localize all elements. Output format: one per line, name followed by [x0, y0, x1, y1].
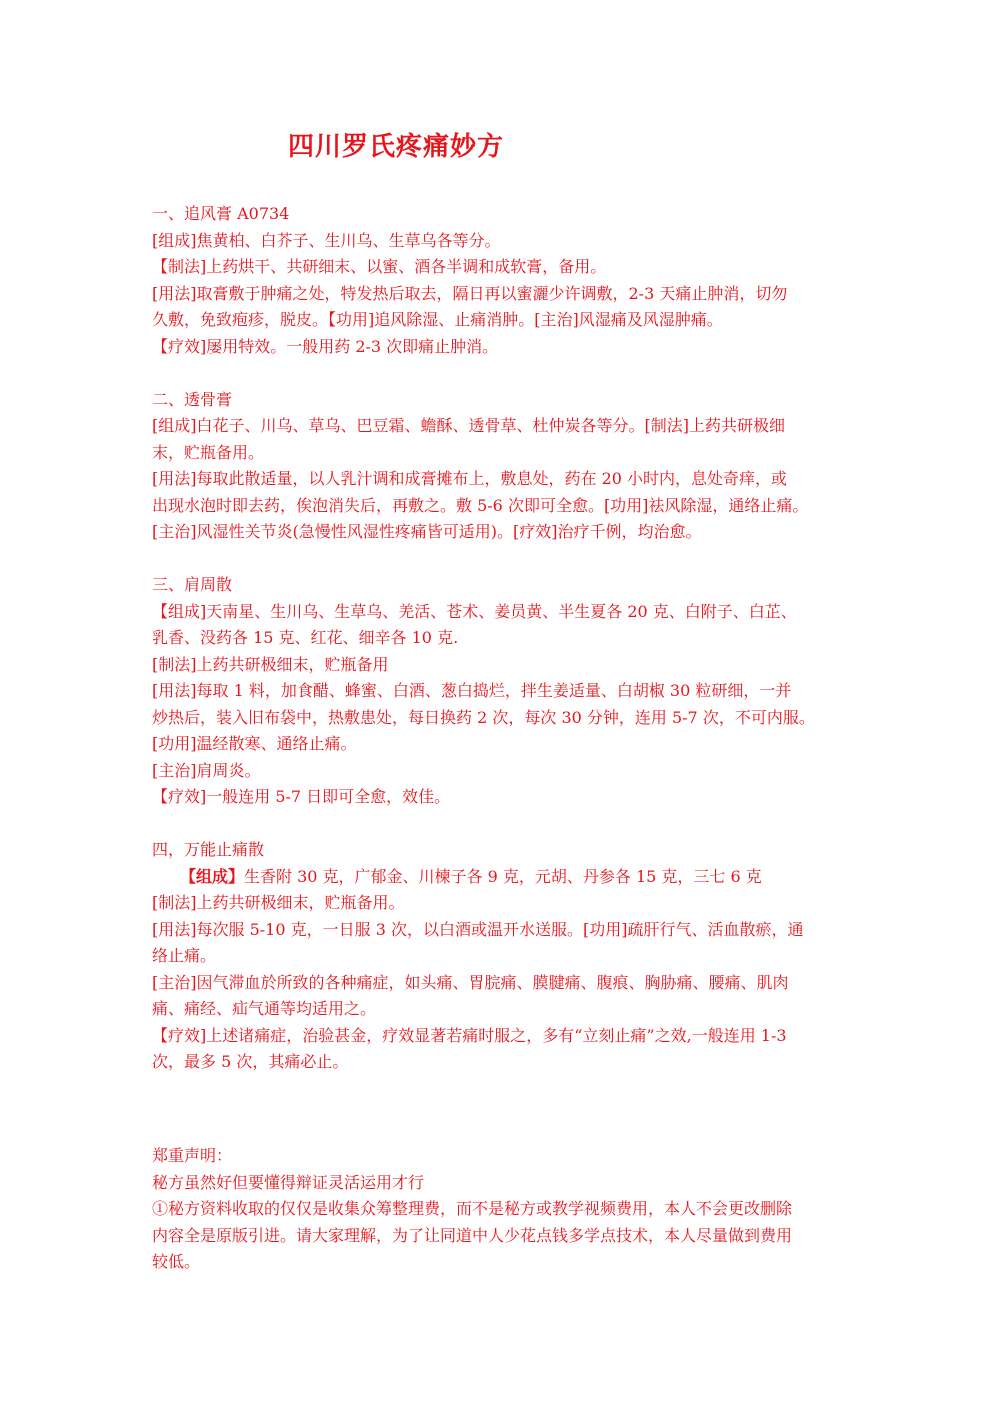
section-zhuifeng-gao [152, 201, 852, 360]
disclaimer [152, 1143, 852, 1276]
section-line: [用法]每取 1 料，加食醋、蜂蜜、白酒、葱白捣烂，拌生姜适量、白胡椒 30 粒研细，一并 [152, 681, 792, 700]
section-heading: 二、透骨膏 [152, 389, 233, 409]
section-line: [用法]取膏敷于肿痛之处，特发热后取去，隔日再以蜜灑少许调敷，2-3 天痛止肿消，切勿 [152, 283, 788, 303]
disclaimer-line: 郑重声明： [152, 1146, 233, 1165]
section-line: 痛、痛经、疝气通等均适用之。 [152, 999, 377, 1018]
section-spacer [152, 811, 852, 838]
section-spacer [152, 360, 852, 387]
page-title: 四川罗氏疼痛妙方 [288, 132, 505, 162]
disclaimer-line: 内容全是原版引进。请大家理解，为了让同道中人少花点钱多学点技术，本人尽量做到费用 [152, 1225, 793, 1245]
section-lead-line [152, 864, 852, 891]
section-heading: 三、肩周散 [152, 575, 233, 594]
section-line: 【制法]上药烘干、共研细末、以蜜、酒各半调和成软膏，备用。 [152, 257, 607, 276]
section-line: [组成]焦黄柏、白芥子、生川乌、生草乌各等分。 [152, 230, 501, 250]
section-line: [制法]上药共研极细末，贮瓶备用 [152, 654, 389, 674]
section-heading: 四，万能止痛散 [152, 840, 265, 859]
section-line: [用法]每次服 5-10 克，一日服 3 次，以白酒或温开水送服。[功用]疏肝行气、活血散瘀，通 [152, 919, 804, 939]
section-line: 络止痛。 [152, 946, 217, 965]
section-line: 末，贮瓶备用。 [152, 442, 265, 462]
section-line: [功用]温经散寒、通络止痛。 [152, 734, 357, 753]
section-spacer [152, 546, 852, 573]
section-line: [制法]上药共研极细末，贮瓶备用。 [152, 893, 405, 912]
section-line: 久敷，免致疱疹，脱皮。【功用]追风除湿、止痛消肿。[主治]风湿痛及风湿肿痛。 [152, 310, 723, 329]
lead-text: 生香附 30 克，广郁金、川楝子各 9 克，元胡、丹参各 15 克，三七 6 克 [244, 866, 762, 886]
lead-label: 【组成】 [180, 866, 245, 886]
section-line: [组成]白花子、川乌、草乌、巴豆霜、蟾酥、透骨草、杜仲炭各等分。[制法]上药共研极细 [152, 416, 785, 435]
section-line: 【疗效]屡用特效。一般用药 2-3 次即痛止肿消。 [152, 336, 499, 356]
disclaimer-line: ①秘方资料收取的仅仅是收集众筹整理费，而不是秘方或教学视频费用，本人不会更改删除 [152, 1199, 793, 1218]
section-heading: 一、追风膏 A0734 [152, 204, 290, 223]
section-line: 【疗效]一般连用 5-7 日即可全愈，效佳。 [152, 787, 451, 806]
section-wanneng-zhitong-san [152, 837, 852, 1076]
section-line: 出现水泡时即去药，俟泡消失后，再敷之。敷 5-6 次即可全愈。[功用]祛风除湿，通络止痛。 [152, 495, 809, 515]
disclaimer-line: 秘方虽然好但要懂得辩证灵活运用才行 [152, 1172, 425, 1192]
section-line: 乳香、没药各 15 克、红花、细辛各 10 克. [152, 628, 459, 647]
section-jianzhou-san [152, 572, 852, 811]
section-line: [主治]风湿性关节炎(急慢性风湿性疼痛皆可适用)。[疗效]治疗千例，均治愈。 [152, 522, 702, 541]
section-line: 炒热后，装入旧布袋中，热敷患处，每日换药 2 次，每次 30 分钟，连用 5-7 次，不可内服。 [152, 707, 815, 727]
section-line: [用法]每取此散适量，以人乳汁调和成膏摊布上，敷息处，药在 20 小时内，息处奇痒，或 [152, 469, 788, 488]
section-line: [主治]因气滞血於所致的各种痛症，如头痛、胃脘痛、膜腱痛、腹痕、胸胁痛、腰痛、肌肉 [152, 972, 789, 992]
disclaimer-line: 较低。 [152, 1252, 201, 1271]
section-line: 【疗效]上述诸痛症，治验甚金，疗效显著若痛时服之，多有“立刻止痛”之效,一般连用 1-3 [152, 1025, 787, 1045]
section-line: [主治]肩周炎。 [152, 760, 261, 780]
section-line: 次，最多 5 次，其痛必止。 [152, 1052, 349, 1071]
document-body [152, 201, 852, 1076]
section-line: 【组成]天南星、生川乌、生草乌、羌活、苍术、姜员黄、半生夏各 20 克、白附子、白芷、 [152, 601, 797, 621]
section-tougu-gao [152, 387, 852, 546]
